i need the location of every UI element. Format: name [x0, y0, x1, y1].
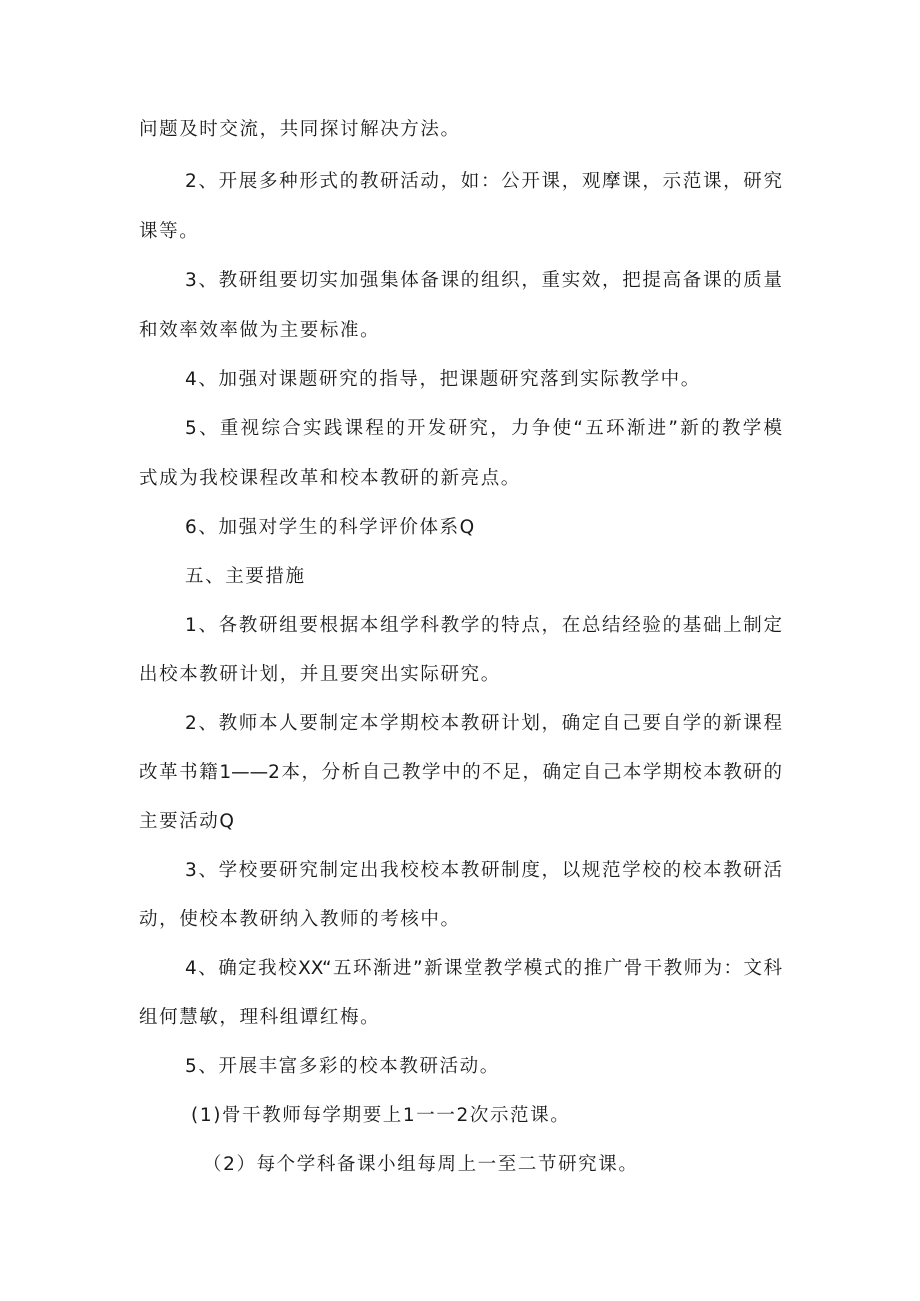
sub-item-2: （2）每个学科备课小组每周上一至二节研究课。: [203, 1154, 639, 1175]
text-line-19: 5、开展丰富多彩的校本教研活动。: [185, 1056, 500, 1077]
text-line-8: 式成为我校课程改革和校本教研的新亮点。: [139, 468, 521, 489]
text-line-16: 动，使校本教研纳入教师的考核中。: [139, 909, 461, 930]
text-line-4: 3、教研组要切实加强集体备课的组织，重实效，把提高备课的质量: [185, 270, 782, 291]
text-line-12: 2、教师本人要制定本学期校本教研计划，确定自己要自学的新课程: [185, 713, 782, 734]
text-line-10: 1、各教研组要根据本组学科教学的特点，在总结经验的基础上制定: [185, 615, 782, 636]
text-line-11: 出校本教研计划，并且要突出实际研究。: [139, 664, 501, 685]
section-heading: 五、主要措施: [185, 566, 306, 587]
text-line-13: 改革书籍1——2本，分析自己教学中的不足，确定自己本学期校本教研的: [139, 762, 782, 783]
text-line-17: 4、确定我校XX“五环渐进”新课堂教学模式的推广骨干教师为：文科: [185, 958, 782, 979]
text-line-5: 和效率效率做为主要标准。: [139, 320, 381, 341]
text-line-6: 4、加强对课题研究的指导，把课题研究落到实际教学中。: [185, 369, 701, 390]
text-line-2: 2、开展多种形式的教研活动，如：公开课，观摩课，示范课，研究: [185, 171, 782, 192]
text-line-9: 6、加强对学生的科学评价体系Q: [185, 517, 476, 538]
text-line-3: 课等。: [139, 221, 200, 242]
text-line-14: 主要活动Q: [139, 811, 236, 832]
text-line-18: 组何慧敏，理科组谭红梅。: [139, 1007, 381, 1028]
text-line-1: 问题及时交流，共同探讨解决方法。: [139, 119, 461, 140]
sub-item-1: (1)骨干教师每学期要上1一一2次示范课。: [191, 1105, 571, 1126]
text-line-7: 5、重视综合实践课程的开发研究，力争使“五环渐进”新的教学模: [185, 418, 782, 439]
text-line-15: 3、学校要研究制定出我校校本教研制度，以规范学校的校本教研活: [185, 860, 782, 881]
